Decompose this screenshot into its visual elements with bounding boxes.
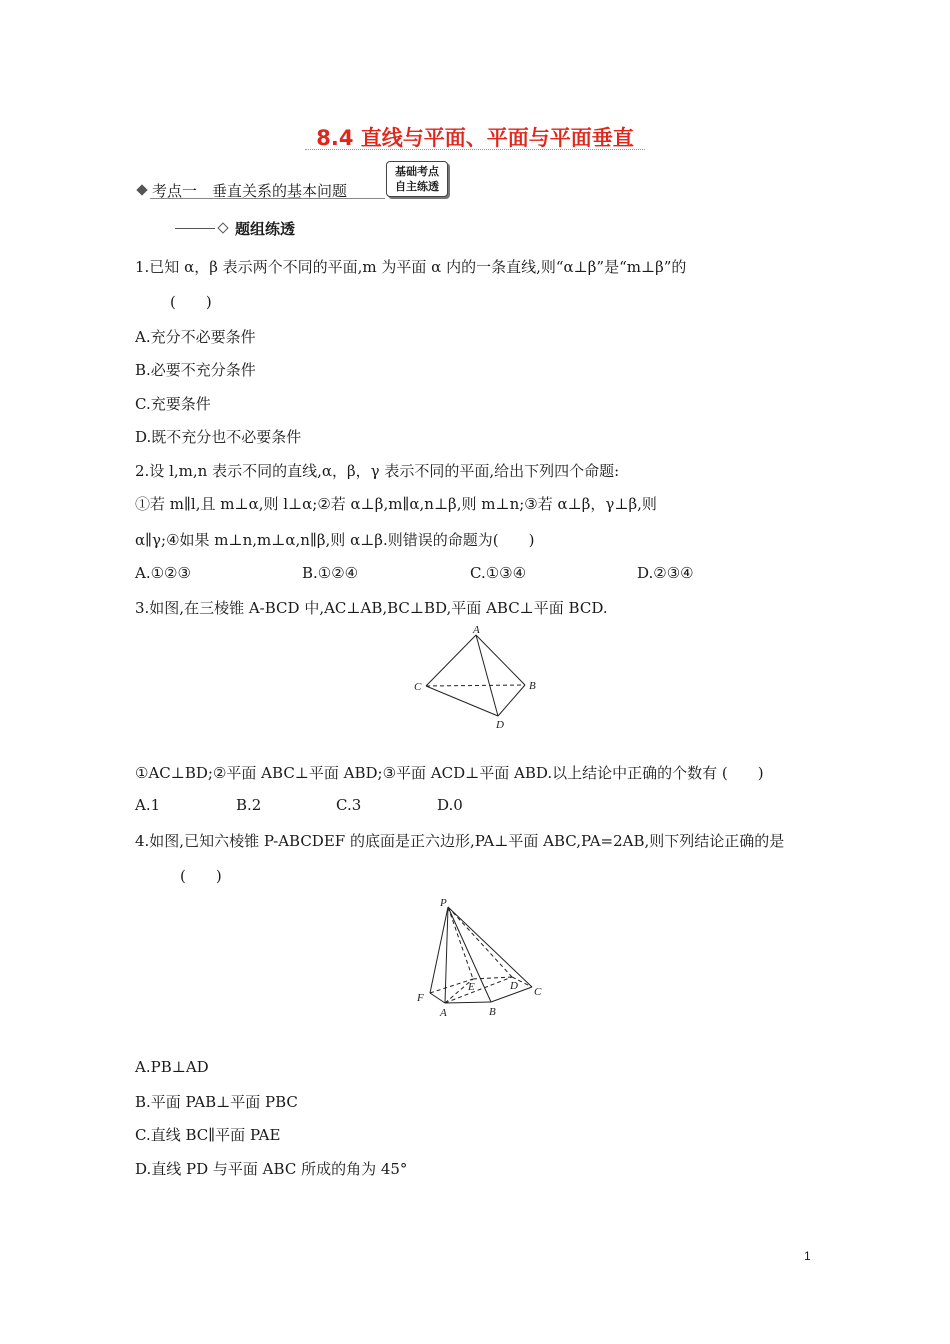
q3-conclusions: ①AC⊥BD;②平面 ABC⊥平面 ABD;③平面 ACD⊥平面 ABD.以上结论中正确的个数有 ( ): [135, 764, 764, 782]
vertex-label-c: C: [414, 681, 422, 693]
vertex-label-d: D: [496, 719, 504, 731]
q4-option-c: C.直线 BC∥平面 PAE: [135, 1126, 281, 1144]
group-heading-label: 题组练透: [235, 220, 296, 238]
q3-option-c: C.3: [336, 796, 362, 814]
edge-cb-hidden: [426, 685, 525, 686]
group-heading-rule: [175, 228, 215, 229]
page-title: 8.4 直线与平面、平面与平面垂直: [316, 126, 634, 150]
q4-hexagonal-pyramid-figure: [405, 893, 555, 1023]
q4-option-a: A.PB⊥AD: [135, 1058, 209, 1076]
edge-fa: [430, 993, 445, 1003]
q4-stem: 4.如图,已知六棱锥 P-ABCDEF 的底面是正六边形,PA⊥平面 ABC,PA=2AB,则下列结论正确的是: [135, 832, 785, 850]
q2-option-d: D.②③④: [637, 564, 694, 582]
q3-stem: 3.如图,在三棱锥 A-BCD 中,AC⊥AB,BC⊥BD,平面 ABC⊥平面 BCD.: [135, 599, 608, 617]
q2-option-b: B.①②④: [302, 564, 359, 582]
vertex-label-a: A: [473, 624, 480, 636]
q4-answer-paren: ( ): [180, 867, 222, 885]
q3-option-a: A.1: [135, 796, 161, 814]
q2-propositions-line-1: ①若 m∥l,且 m⊥α,则 l⊥α;②若 α⊥β,m∥α,n⊥β,则 m⊥n;③若 α⊥β，γ⊥β,则: [135, 495, 657, 513]
q3-tetrahedron-figure: [405, 620, 555, 735]
vertex-label-p: P: [440, 897, 447, 909]
q1-option-a: A.充分不必要条件: [135, 328, 256, 346]
badge-line-2: 自主练透: [395, 180, 439, 193]
page-number: 1: [804, 1249, 811, 1263]
vertex-label-f: F: [417, 992, 424, 1004]
q2-option-a: A.①②③: [135, 564, 191, 582]
edge-ed-hidden: [473, 977, 512, 979]
edge-ac: [426, 635, 476, 686]
q3-option-d: D.0: [437, 796, 463, 814]
q1-option-d: D.既不充分也不必要条件: [135, 428, 302, 446]
diamond-outline-icon: [217, 222, 228, 233]
section-label: 考点一 垂直关系的基本问题: [152, 182, 348, 200]
vertex-label-d: D: [510, 980, 518, 992]
edge-pd-hidden: [448, 907, 512, 977]
q1-answer-paren: ( ): [170, 293, 212, 311]
diamond-bullet-icon: [136, 184, 147, 195]
q1-option-c: C.充要条件: [135, 395, 211, 413]
q4-option-d: D.直线 PD 与平面 ABC 所成的角为 45°: [135, 1160, 408, 1178]
section-underline: [150, 198, 385, 199]
edge-ab: [445, 1002, 491, 1003]
q3-option-b: B.2: [236, 796, 262, 814]
q2-propositions-line-2: α∥γ;④如果 m⊥n,m⊥α,n∥β,则 α⊥β.则错误的命题为( ): [135, 531, 535, 549]
edge-bd: [498, 685, 525, 716]
section-badge: [386, 161, 448, 197]
vertex-label-e: E: [468, 981, 475, 993]
vertex-label-a: A: [440, 1007, 447, 1019]
q4-option-b: B.平面 PAB⊥平面 PBC: [135, 1093, 298, 1111]
edge-pe-hidden: [448, 907, 473, 979]
edge-ad-hidden: [445, 977, 512, 1003]
edge-ab: [476, 635, 525, 685]
group-heading: [175, 218, 295, 239]
title-underline: [305, 149, 645, 150]
edge-pc: [448, 907, 532, 987]
q1-stem: 1.已知 α，β 表示两个不同的平面,m 为平面 α 内的一条直线,则“α⊥β”是“m⊥β”的: [135, 258, 687, 276]
q2-stem: 2.设 l,m,n 表示不同的直线,α，β，γ 表示不同的平面,给出下列四个命题:: [135, 462, 620, 480]
q1-option-b: B.必要不充分条件: [135, 361, 256, 379]
vertex-label-b: B: [529, 680, 536, 692]
edge-ad: [476, 635, 498, 716]
vertex-label-c: C: [534, 986, 542, 998]
badge-line-1: 基础考点: [395, 165, 439, 178]
edge-fe-hidden: [430, 979, 473, 993]
vertex-label-b: B: [489, 1006, 496, 1018]
edge-cd: [426, 686, 498, 716]
q2-option-c: C.①③④: [470, 564, 527, 582]
